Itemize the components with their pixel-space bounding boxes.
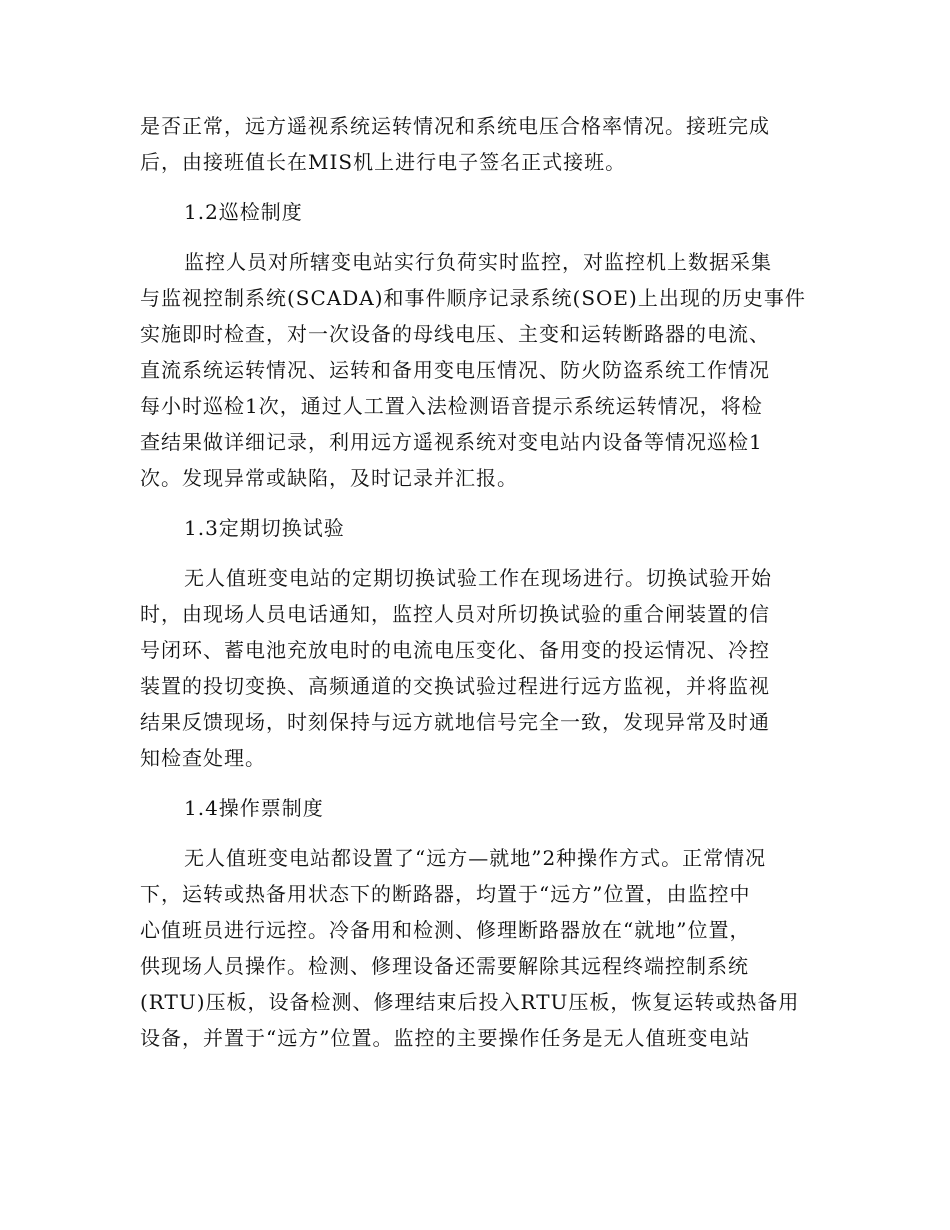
section-heading-1-4: 1.4操作票制度	[184, 796, 324, 820]
paragraph-operation-ticket	[140, 840, 810, 1056]
text-line: 次。发现异常或缺陷，及时记录并汇报。	[140, 466, 518, 490]
paragraph-inspection-system	[140, 244, 810, 496]
text-line: 下，运转或热备用状态下的断路器，均置于“远方”位置，由监控中	[140, 882, 751, 906]
section-heading-1-3: 1.3定期切换试验	[184, 516, 345, 540]
text-line: 每小时巡检1次，通过人工置入法检测语音提示系统运转情况，将检	[140, 394, 763, 418]
text-line: 与监视控制系统(SCADA)和事件顺序记录系统(SOE)上出现的历史事件	[140, 286, 806, 310]
paragraph-switching-test	[140, 560, 810, 776]
text-line: 监控人员对所辖变电站实行负荷实时监控，对监控机上数据采集	[184, 250, 772, 274]
text-line: 时，由现场人员电话通知，监控人员对所切换试验的重合闸装置的信	[140, 602, 770, 626]
text-line: 心值班员进行远控。冷备用和检测、修理断路器放在“就地”位置，	[140, 918, 751, 942]
text-line: 结果反馈现场，时刻保持与远方就地信号完全一致，发现异常及时通	[140, 710, 770, 734]
text-line: 号闭环、蓄电池充放电时的电流电压变化、备用变的投运情况、冷控	[140, 638, 770, 662]
text-line: 后，由接班值长在MIS机上进行电子签名正式接班。	[140, 150, 627, 174]
text-line: 是否正常，远方遥视系统运转情况和系统电压合格率情况。接班完成	[140, 114, 770, 138]
text-line: 查结果做详细记录，利用远方遥视系统对变电站内设备等情况巡检1	[140, 430, 763, 454]
text-line: 无人值班变电站的定期切换试验工作在现场进行。切换试验开始	[184, 566, 772, 590]
text-line: 直流系统运转情况、运转和备用变电压情况、防火防盗系统工作情况	[140, 358, 770, 382]
paragraph-shift-handover-end	[140, 108, 810, 180]
text-line: 知检查处理。	[140, 746, 266, 770]
text-line: 无人值班变电站都设置了“远方—就地”2种操作方式。正常情况	[184, 846, 767, 870]
text-line: 装置的投切变换、高频通道的交换试验过程进行远方监视，并将监视	[140, 674, 770, 698]
document-body	[140, 108, 810, 1070]
text-line: 实施即时检查，对一次设备的母线电压、主变和运转断路器的电流、	[140, 322, 770, 346]
text-line: (RTU)压板，设备检测、修理结束后投入RTU压板，恢复运转或热备用	[140, 990, 800, 1014]
section-heading-1-2: 1.2巡检制度	[184, 200, 303, 224]
text-line: 供现场人员操作。检测、修理设备还需要解除其远程终端控制系统	[140, 954, 749, 978]
text-line: 设备，并置于“远方”位置。监控的主要操作任务是无人值班变电站	[140, 1026, 751, 1050]
